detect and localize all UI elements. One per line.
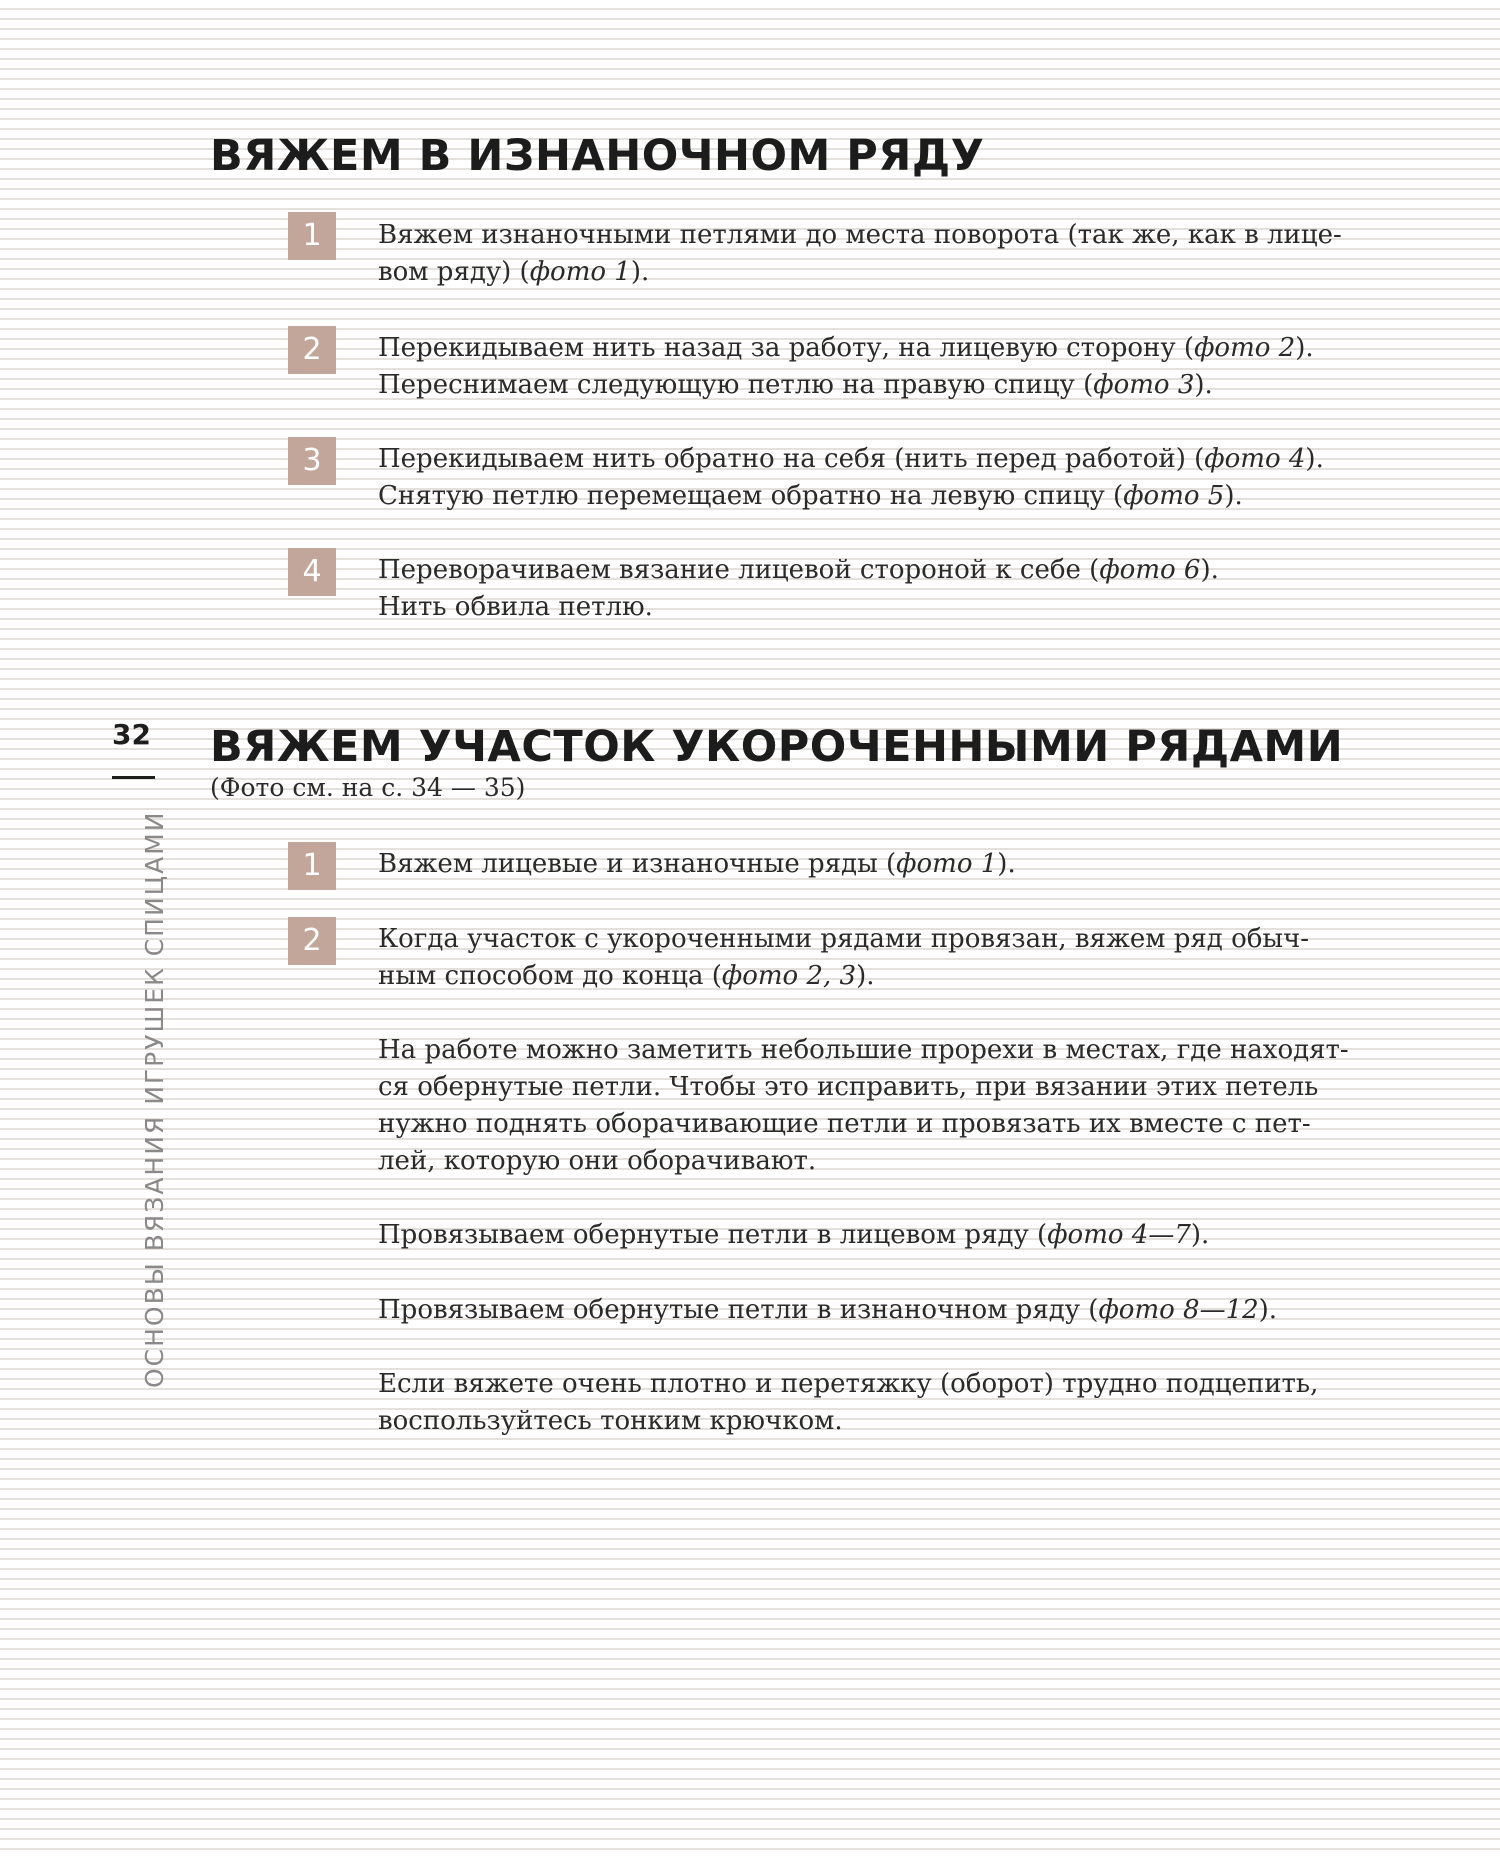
photo-reference: фото 1 [896,849,998,879]
paragraph [378,1366,1390,1440]
paragraph [378,1292,1390,1329]
step-text [378,330,1390,404]
step-badge: 3 [288,437,336,485]
section-2-title: ВЯЖЕМ УЧАСТОК УКОРОЧЕННЫМИ РЯДАМИ [210,722,1344,772]
step-text-line [378,367,1390,404]
step-text [378,846,1390,883]
paragraph [378,1032,1390,1180]
step-text-line [378,958,1390,995]
step-text-line [378,330,1390,367]
page-number-rule [112,776,155,779]
text-run: вом ряду) ( [378,257,530,287]
text-run: ). [1295,333,1314,363]
step-text-line: Когда участок с укороченными рядами провязан, вяжем ряд обыч- [378,924,1310,954]
step-badge: 2 [288,326,336,374]
text-run: Переворачиваем вязание лицевой стороной к себе ( [378,555,1100,585]
step-text-line [378,254,1390,291]
photo-reference: фото 4—7 [1047,1220,1191,1250]
step-badge: 1 [288,842,336,890]
text-run: Перекидываем нить назад за работу, на лицевую сторону ( [378,333,1195,363]
text-run: ). [1258,1295,1278,1325]
text-run: ). [1190,1220,1210,1250]
paragraph-line: Если вяжете очень плотно и перетяжку (оборот) трудно подцепить, [378,1369,1319,1399]
section-2-subtitle: (Фото см. на с. 34 — 35) [210,773,526,802]
step-text-line [378,441,1390,478]
step-text-line: Нить обвила петлю. [378,592,653,622]
step-text [378,552,1390,626]
step-text-line: Вяжем изнаночными петлями до места поворота (так же, как в лице- [378,220,1342,250]
photo-reference: фото 8—12 [1098,1295,1259,1325]
step-text-line [378,846,1390,883]
text-run: Снятую петлю перемещаем обратно на левую спицу ( [378,481,1124,511]
text-run: Провязываем обернутые петли в изнаночном ряду ( [378,1295,1099,1325]
paragraph-line: воспользуйтесь тонким крючком. [378,1406,843,1436]
text-run: ). [856,961,875,991]
step-badge: 4 [288,548,336,596]
step-text-line [378,552,1390,589]
paragraph [378,1217,1390,1254]
step-badge: 2 [288,917,336,965]
step-text-line [378,478,1390,515]
photo-reference: фото 2, 3 [721,961,857,991]
step-text [378,217,1390,291]
text-run: Перекидываем нить обратно на себя (нить перед работой) ( [378,444,1205,474]
photo-reference: фото 4 [1204,444,1306,474]
photo-reference: фото 1 [529,257,631,287]
text-run: ). [1224,481,1243,511]
photo-reference: фото 5 [1123,481,1225,511]
paragraph-line: ся обернутые петли. Чтобы это исправить, при вязании этих петель [378,1072,1319,1102]
text-run: ). [1305,444,1324,474]
paragraph-line: нужно поднять оборачивающие петли и провязать их вместе с пет- [378,1109,1311,1139]
photo-reference: фото 3 [1093,370,1195,400]
step-text [378,441,1390,515]
text-run: ). [1200,555,1219,585]
text-run: Провязываем обернутые петли в лицевом ряду ( [378,1220,1048,1250]
text-run: ). [630,257,650,287]
step-text [378,921,1390,995]
page-number: 32 [112,718,151,751]
paragraph-line: лей, которую они оборачивают. [378,1146,817,1176]
text-run: ). [997,849,1016,879]
step-badge: 1 [288,212,336,260]
section-1-title: ВЯЖЕМ В ИЗНАНОЧНОМ РЯДУ [210,131,985,181]
paragraph-line: На работе можно заметить небольшие прорехи в местах, где находят- [378,1035,1349,1065]
text-run: Переснимаем следующую петлю на правую спицу ( [378,370,1094,400]
text-run: ным способом до конца ( [378,961,722,991]
photo-reference: фото 2 [1194,333,1296,363]
text-run: ). [1194,370,1213,400]
text-run: Вяжем лицевые и изнаночные ряды ( [378,849,897,879]
photo-reference: фото 6 [1099,555,1201,585]
running-head: ОСНОВЫ ВЯЗАНИЯ ИГРУШЕК СПИЦАМИ [140,810,169,1388]
